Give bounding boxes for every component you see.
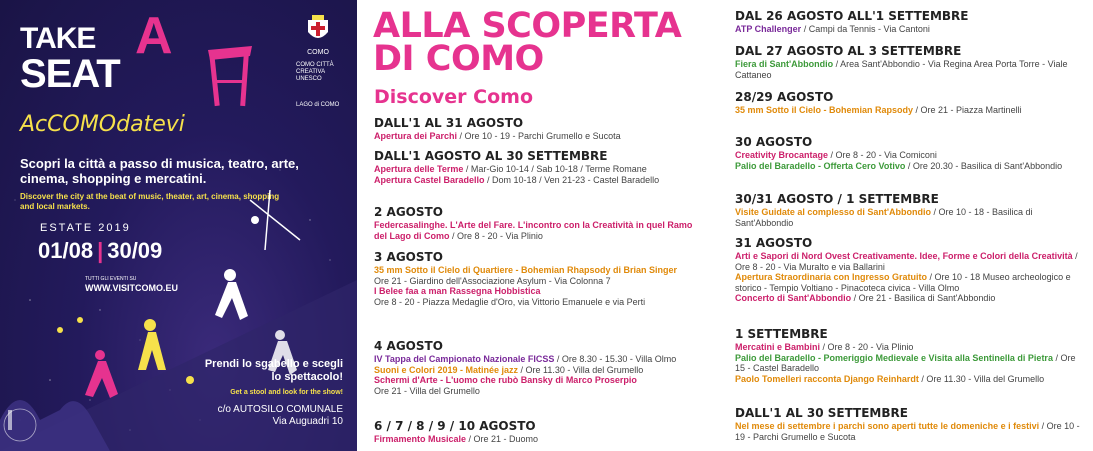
event-details: / Ore 21 - Piazza Martinelli: [913, 105, 1022, 115]
poster-prendi: Prendi lo sgabello e scegli lo spettacolo!: [204, 358, 343, 383]
event-title: Suoni e Colori 2019 - Matinée jazz: [374, 364, 519, 375]
event-date: DALL'1 AL 30 SETTEMBRE: [735, 406, 908, 420]
poster-title-take: TAKE: [20, 22, 96, 55]
poster-title-a: A: [135, 7, 173, 65]
event-details: / Ore 10 - 19 - Parchi Grumello e Sucota: [735, 421, 1080, 442]
event-details: / Mar-Gio 10-14 / Sab 10-18 / Terme Romane: [463, 164, 647, 174]
page-subtitle: Discover Como: [374, 86, 534, 108]
event-date: 1 SETTEMBRE: [735, 327, 828, 341]
event-block: [735, 328, 1085, 384]
event-block: [374, 206, 704, 241]
event-details: / Ore 10 - 18 Museo archeologico e storico - Tempio Voltiano - Pinacoteca civica - Villa Olmo: [735, 272, 1071, 293]
event-date: 30/31 AGOSTO / 1 SETTEMBRE: [735, 192, 939, 206]
unesco-logo: COMO CITTÀ CREATIVA UNESCO: [296, 62, 334, 82]
event-date: 3 AGOSTO: [374, 250, 443, 264]
event-details: / Dom 10-18 / Ven 21-23 - Castel Baradello: [484, 174, 660, 185]
poster-season: ESTATE 2019: [40, 222, 131, 234]
event-block: [735, 237, 1085, 304]
poster-location-name: c/o AUTOSILO COMUNALE: [217, 404, 343, 415]
event-title: Fiera di Sant'Abbondio: [735, 59, 834, 69]
chair-icon: [200, 40, 260, 110]
event-details: / Campi da Tennis - Via Cantoni: [801, 24, 930, 34]
event-block: [735, 45, 1085, 80]
event-title: Schermi d'Arte - L'uomo che rubò Bansky di Marco Proserpio: [374, 375, 637, 385]
event-block: [735, 91, 1085, 116]
poster-intro-en: Discover the city at the beat of music, theater, art, cinema, shopping and local markets.: [20, 192, 280, 211]
event-date: 2 AGOSTO: [374, 205, 443, 219]
event-title: Concerto di Sant'Abbondio: [735, 293, 852, 303]
poster: [0, 0, 357, 451]
event-date: DAL 26 AGOSTO ALL'1 SETTEMBRE: [735, 9, 969, 23]
page-title-line1: ALLA SCOPERTA: [373, 6, 682, 46]
event-title: ATP Challenger: [735, 24, 802, 34]
event-title: 35 mm Sotto il Cielo - Bohemian Rapsody: [735, 105, 914, 115]
event-title: Apertura Straordinaria con Ingresso Gratuito: [735, 272, 928, 282]
event-details: / Ore 21 - Duomo: [466, 434, 539, 444]
poster-date-end: 30/09: [107, 238, 163, 263]
event-details: / Area Sant'Abbondio - Via Regina Area Porta Torre - Viale Cattaneo: [735, 59, 1068, 80]
event-block: [735, 193, 1085, 228]
poster-all-events-label: TUTTI GLI EVENTI SU: [85, 276, 137, 282]
event-title: I Belee faa a man Rassegna Hobbistica: [374, 286, 541, 296]
event-date: 28/29 AGOSTO: [735, 90, 834, 104]
poster-location: [183, 404, 343, 428]
event-title: Nel mese di settembre i parchi sono aperti tutte le domeniche e i festivi: [735, 421, 1040, 431]
event-title: Palio del Baradello - Offerta Cero Votivo: [735, 160, 906, 171]
event-details: / Ore 11.30 - Villa del Grumello: [918, 373, 1045, 384]
event-date: DALL'1 AL 31 AGOSTO: [374, 116, 524, 130]
date-separator: |: [97, 238, 104, 263]
event-title: Federcasalinghe. L'Arte del Fare. L'incontro con la Creatività in quel Ramo del Lago di Como: [374, 220, 693, 241]
event-details: Ore 21 - Giardino dell'Associazione Asylum - Via Colonna 7: [374, 275, 611, 286]
event-block: [374, 251, 704, 307]
event-details: / Ore 8 - 20 - Via Muralto e via Ballarini: [735, 251, 1078, 272]
crest-icon: [306, 14, 330, 44]
event-date: 4 AGOSTO: [374, 339, 443, 353]
lago-di-como-logo: LAGO di COMO: [296, 102, 340, 108]
event-title: Apertura dei Parchi: [374, 131, 458, 141]
poster-tagline: AcCOMOdatevi: [20, 112, 185, 137]
event-title: Creativity Brocantage: [735, 150, 829, 160]
event-title: 35 mm Sotto il Cielo di Quartiere - Bohemian Rhapsody di Brian Singer: [374, 265, 678, 275]
poster-url: WWW.VISITCOMO.EU: [85, 283, 178, 293]
event-block: [374, 340, 704, 396]
event-details: / Ore 15 - Castel Baradello: [735, 352, 1076, 373]
poster-intro-it: Scopri la città a passo di musica, teatro, arte, cinema, shopping e mercatini.: [20, 156, 299, 186]
event-details: / Ore 11.30 - Villa del Grumello: [518, 364, 644, 375]
event-block: [735, 10, 1085, 35]
event-block: [374, 150, 704, 185]
event-date: 6 / 7 / 8 / 9 / 10 AGOSTO: [374, 419, 536, 433]
page-title: [373, 6, 682, 79]
event-block: [735, 136, 1085, 171]
event-date: 31 AGOSTO: [735, 236, 813, 250]
como-crest-logo: [300, 14, 336, 56]
crest-label: COMO: [307, 49, 329, 56]
event-details: / Ore 8 - 20 - Via Plinio: [820, 342, 914, 352]
page-title-line2: DI COMO: [373, 39, 544, 79]
event-date: DALL'1 AGOSTO AL 30 SETTEMBRE: [374, 149, 608, 163]
event-title: IV Tappa del Campionato Nazionale FICSS: [374, 354, 555, 364]
event-block: [374, 420, 704, 445]
poster-date-start: 01/08: [38, 238, 94, 263]
event-details: / Ore 21 - Basilica di Sant'Abbondio: [851, 293, 996, 303]
poster-title-seat: SEAT: [20, 52, 120, 96]
event-details: / Ore 20.30 - Basilica di Sant'Abbondio: [905, 160, 1063, 171]
event-details: Ore 8 - 20 - Piazza Medaglie d'Oro, via Vittorio Emanuele e via Perti: [374, 296, 646, 307]
event-details: / Ore 10 - 18 - Basilica di Sant'Abbondio: [735, 207, 1033, 228]
event-title: Visite Guidate al complesso di Sant'Abbondio: [735, 207, 932, 217]
event-details: / Ore 10 - 19 - Parchi Grumello e Sucota: [457, 131, 621, 141]
event-details: / Ore 8 - 20 - Via Plinio: [449, 230, 543, 241]
event-title: Arti e Sapori di Nord Ovest Creativamente. Idee, Forme e Colori della Creatività: [735, 251, 1073, 261]
event-title: Apertura Castel Baradello: [374, 174, 485, 185]
event-title: Palio del Baradello - Pomeriggio Medievale e Visita alla Sentinella di Pietra: [735, 352, 1053, 363]
poster-get-stool: Get a stool and look for the show!: [230, 389, 343, 396]
event-title: Mercatini e Bambini: [735, 342, 821, 352]
poster-location-address: Via Auguadri 10: [272, 416, 343, 427]
event-title: Firmamento Musicale: [374, 434, 467, 444]
event-date: 30 AGOSTO: [735, 135, 813, 149]
event-date: DAL 27 AGOSTO AL 3 SETTEMBRE: [735, 44, 962, 58]
event-details: / Ore 8.30 - 15.30 - Villa Olmo: [554, 354, 677, 364]
event-block: [735, 407, 1085, 442]
event-block: [374, 117, 704, 142]
event-title: Paolo Tomelleri racconta Django Reinhardt: [735, 373, 919, 384]
event-details: / Ore 8 - 20 - Via Comiconi: [828, 150, 937, 160]
event-title: Apertura delle Terme: [374, 164, 464, 174]
event-details: Ore 21 - Villa del Grumello: [374, 385, 480, 396]
